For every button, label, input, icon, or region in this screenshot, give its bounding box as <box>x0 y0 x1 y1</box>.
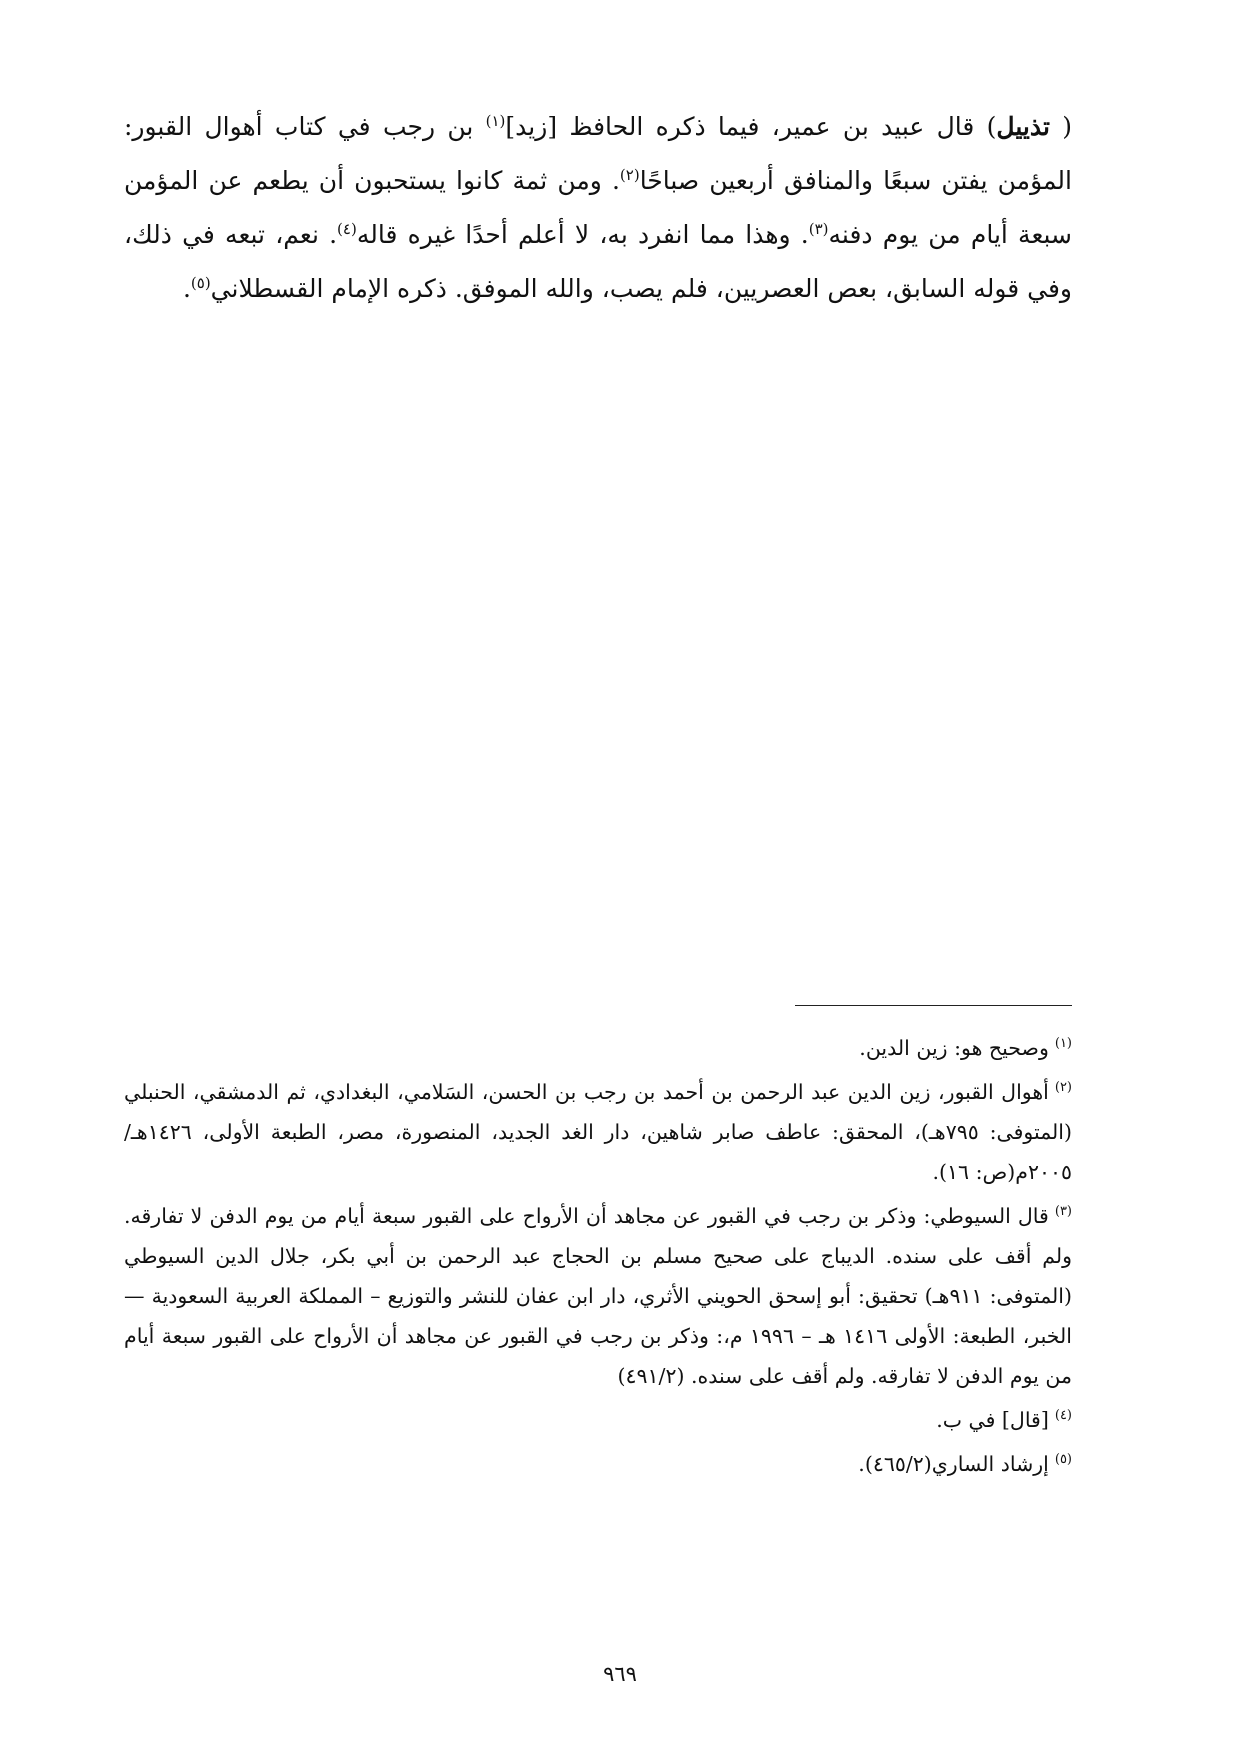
footnote-ref-3[interactable]: (٣) <box>808 220 829 238</box>
footnote-number: (٢) <box>1054 1080 1072 1095</box>
footnotes <box>124 1028 1072 1488</box>
tadhyeel-heading: تذييل <box>996 112 1050 141</box>
page-number: ٩٦٩ <box>603 1662 637 1686</box>
footnote-text: قال السيوطي: وذكر بن رجب في القبور عن مجاهد أن الأرواح على القبور سبعة أيام من يوم الدفن لا تفارقه. ولم أقف على سنده. الديباج على صحيح مسلم بن الحجاج عبد الرحمن بن أبي بكر، جلال الدين السيوطي (المتوفى: ٩١١هـ) تحقيق: أبو إسحق الحويني الأثري، دار ابن عفان للنشر والتوزيع – المملكة العربية السعودية — الخبر، الطبعة: الأولى ١٤١٦ هـ – ١٩٩٦ م،: وذكر بن رجب في القبور عن مجاهد أن الأرواح على القبور سبعة أيام من يوم الدفن لا تفارقه. ولم أقف على سنده. (٤٩١/٢) <box>124 1204 1072 1388</box>
text-segment-4: . وهذا مما انفرد به، لا أعلم أحدًا غيره قاله <box>356 220 809 249</box>
text-segment-5: . نعم، تبعه في ذلك، وفي قوله السابق، بعص العصريين، فلم يصب، والله الموفق. ذكره الإمام القسطلاني <box>124 220 1072 303</box>
footnote-number: (٥) <box>1054 1452 1072 1467</box>
footnote-text: وصحيح هو: زين الدين. <box>859 1036 1049 1060</box>
main-paragraph <box>124 100 1072 316</box>
open-paren: ( <box>1049 112 1073 141</box>
footnote-text: أهوال القبور، زين الدين عبد الرحمن بن أحمد بن رجب بن الحسن، السَلامي، البغدادي، ثم الدمشقي، الحنبلي (المتوفى: ٧٩٥هـ)، المحقق: عاطف صابر شاهين، دار الغد الجديد، المنصورة، مصر، الطبعة الأولى، ١٤٢٦هـ/٢٠٠٥م(ص: ١٦). <box>124 1080 1072 1184</box>
text-segment-1: ) قال عبيد بن عمير، فيما ذكره الحافظ [زيد] <box>505 112 997 141</box>
text-segment-3: . ومن ثمة كانوا يستحبون أن يطعم عن المؤمن سبعة أيام من يوم دفنه <box>124 166 1072 249</box>
footnote-ref-5[interactable]: (٥) <box>190 274 211 292</box>
footnote-1 <box>124 1028 1072 1068</box>
footnote-text: [قال] في ب. <box>936 1408 1049 1432</box>
footnote-ref-1[interactable]: (١) <box>485 112 506 130</box>
footnote-separator <box>795 1005 1072 1006</box>
text-segment-6: . <box>182 274 191 303</box>
footnote-5 <box>124 1444 1072 1484</box>
footnote-ref-4[interactable]: (٤) <box>337 220 357 238</box>
text-segment-2: بن رجب في كتاب أهوال القبور: المؤمن يفتن سبعًا والمنافق أربعين صباحًا <box>124 112 1072 195</box>
footnote-4 <box>124 1400 1072 1440</box>
footnote-number: (٤) <box>1054 1408 1072 1423</box>
footnote-3 <box>124 1196 1072 1396</box>
main-text <box>124 100 1072 316</box>
footnote-ref-2[interactable]: (٢) <box>619 166 640 184</box>
footnote-number: (١) <box>1054 1036 1072 1051</box>
footnote-2 <box>124 1072 1072 1192</box>
footnote-number: (٣) <box>1054 1204 1072 1219</box>
footnote-text: إرشاد الساري(٤٦٥/٢). <box>858 1452 1049 1476</box>
